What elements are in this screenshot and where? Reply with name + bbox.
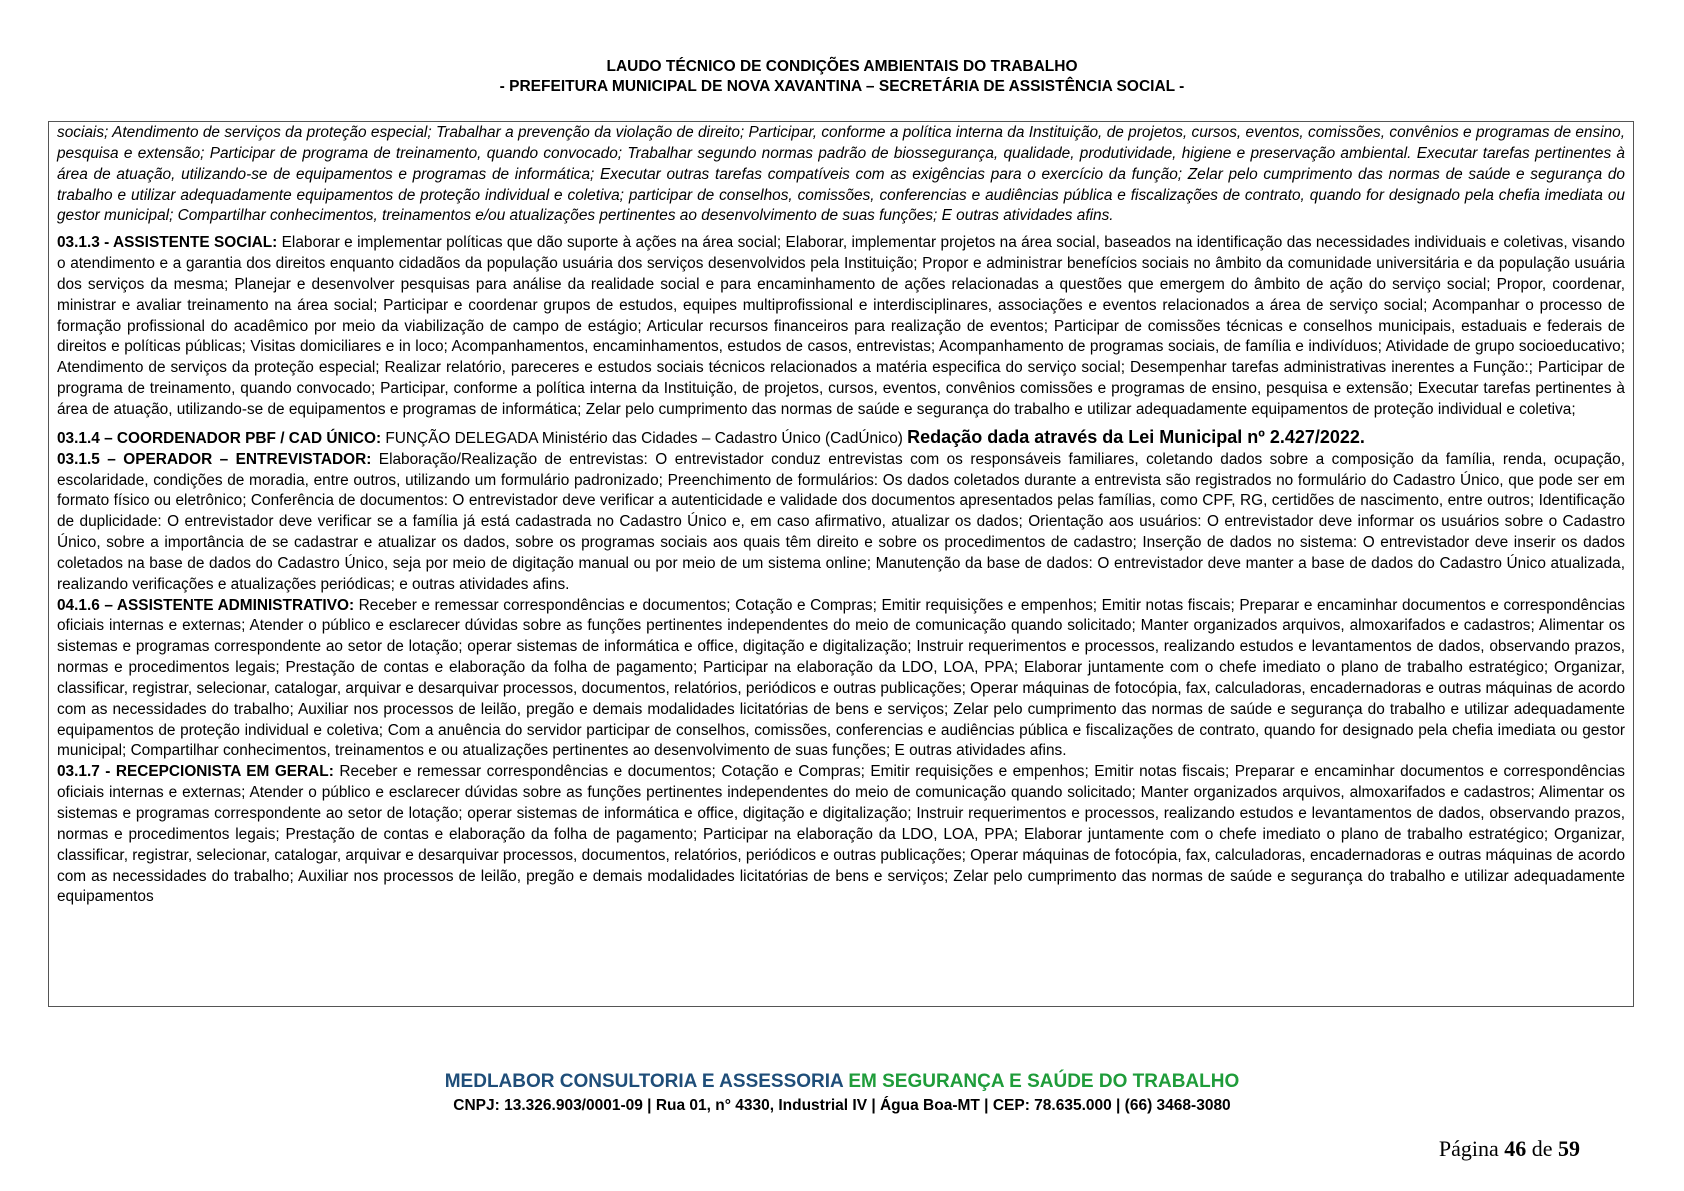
content-box (48, 121, 1634, 1007)
page-label: Página (1438, 1136, 1505, 1161)
section-operador-entrevistador (57, 450, 1625, 596)
section-text: Elaboração/Realização de entrevistas: O entrevistador conduz entrevistas com os responsáveis familiares, coletando dados sobre a composição da família, renda, ocupação, escolaridade, condições de moradia, entre outros, utilizando um formulário padronizado; Preenchimento de formulários: Os dados coletados durante a entrevista são registrados no formulário do Cadastro Único, que pode ser em formato físico ou eletrônico; Conferência de documentos: O entrevistador deve verificar a autenticidade e validade dos documentos apresentados pelas famílias, como CPF, RG, certidões de nascimento, entre outros; Identificação de duplicidade: O entrevistador deve verificar se a família já está cadastrada no Cadastro Único e, em caso afirmativo, atualizar os dados; Orientação aos usuários: O entrevistador deve informar os usuários sobre o Cadastro Único, sobre a importância de se cadastrar e atualizar os dados, sobre os programas sociais aos quais têm direito e sobre os procedimentos de cadastro; Inserção de dados no sistema: O entrevistador deve inserir os dados coletados na base de dados do Cadastro Único, seja por meio de digitação manual ou por meio de um sistema online; Manutenção da base de dados: O entrevistador deve manter a base de dados do Cadastro Único atualizada, realizando verificações e atualizações periódicas; e outras atividades afins. (57, 450, 1625, 593)
section-heading: 03.1.5 – OPERADOR – ENTREVISTADOR: (57, 450, 372, 468)
company-name: MEDLABOR CONSULTORIA E ASSESSORIA (444, 1071, 849, 1092)
page-number (1360, 1136, 1580, 1162)
header-title-line1: LAUDO TÉCNICO DE CONDIÇÕES AMBIENTAIS DO TRABALHO (606, 58, 1078, 75)
section-heading: 03.1.7 - RECEPCIONISTA EM GERAL: (57, 763, 334, 781)
section-assistente-administrativo (57, 596, 1625, 763)
section-text: FUNÇÃO DELEGADA Ministério das Cidades – Cadastro Único (CadÚnico) (381, 429, 908, 447)
page-of-label: de (1526, 1136, 1558, 1161)
section-heading: 03.1.4 – COORDENADOR PBF / CAD ÚNICO: (57, 429, 382, 447)
section-text: Elaborar e implementar políticas que dão suporte à ações na área social; Elaborar, implementar projetos na área social, baseados na identificação das necessidades individuais e coletivas, visando o atendimento e a garantia dos direitos enquanto cidadãos da população usuária dos serviços desenvolvidos pela Instituição; Propor e administrar benefícios sociais no âmbito da comunidade universitária e da população usuária dos serviços da mesma; Planejar e desenvolver pesquisas para análise da realidade social e para encaminhamento de ações relacionadas a questões que emergem do âmbito de ação do serviço social; Propor, coordenar, ministrar e avaliar treinamento na área social; Participar e coordenar grupos de estudos, equipes multiprofissional e interdisciplinares, associações e eventos relacionados a área de serviço social; Acompanhar o processo de formação profissional do acadêmico por meio da viabilização de campo de estágio; Articular recursos financeiros para realização de eventos; Participar de comissões técnicas e conselhos municipais, estaduais e federais de direitos e políticas públicas; Visitas domiciliares e in loco; Acompanhamentos, encaminhamentos, estudos de casos, entrevistas; Acompanhamento de programas sociais, de família e indivíduos; Atividade de grupo socioeducativo; Atendimento de serviços da proteção especial; Realizar relatório, pareceres e estudos sociais técnicos relacionados a matéria especifica do serviço social; Desempenhar tarefas administrativas inerentes a Função:; Participar de programa de treinamento, quando convocado; Participar, conforme a política interna da Instituição, de projetos, cursos, eventos, convênios comissões e programas de ensino, pesquisa e extensão; Executar tarefas pertinentes à área de atuação, utilizando-se de equipamentos e programas de informática; Zelar pelo cumprimento das normas de saúde e segurança do trabalho e utilizar adequadamente equipamentos de proteção individual e coletiva; (57, 234, 1625, 418)
footer-address: CNPJ: 13.326.903/0001-09 | Rua 01, n° 4330, Industrial IV | Água Boa-MT | CEP: 78.635.000 | (66) 3468-3080 (453, 1097, 1231, 1114)
section-heading: 03.1.3 - ASSISTENTE SOCIAL: (57, 234, 278, 252)
section-recepcionista (57, 762, 1625, 908)
company-tagline: EM SEGURANÇA E SAÚDE DO TRABALHO (848, 1071, 1240, 1092)
law-reference: Redação dada através da Lei Municipal nº 2.427/2022. (907, 426, 1365, 447)
section-text: Receber e remessar correspondências e documentos; Cotação e Compras; Emitir requisições e empenhos; Emitir notas fiscais; Preparar e encaminhar documentos e correspondências oficiais internas e externas; Atender o público e esclarecer dúvidas sobre as funções pertinentes independentes do meio de comunicação quando solicitado; Manter organizados arquivos, almoxarifados e cadastros; Alimentar os sistemas e programas correspondente ao setor de lotação; operar sistemas de informática e office, digitação e digitalização; Instruir requerimentos e processos, realizando estudos e levantamentos de dados, observando prazos, normas e procedimentos legais; Prestação de contas e elaboração da folha de pagamento; Participar na elaboração da LDO, LOA, PPA; Elaborar juntamente com o chefe imediato o plano de trabalho estratégico; Organizar, classificar, registrar, selecionar, catalogar, arquivar e desarquivar processos, documentos, relatórios, periódicos e outras publicações; Operar máquinas de fotocópia, fax, calculadoras, encadernadoras e outras máquinas de acordo com as necessidades do trabalho; Auxiliar nos processos de leilão, pregão e demais modalidades licitatórias de bens e serviços; Zelar pelo cumprimento das normas de saúde e segurança do trabalho e utilizar adequadamente equipamentos (57, 763, 1625, 906)
total-pages: 59 (1558, 1136, 1580, 1161)
document-header (0, 57, 1684, 97)
current-page: 46 (1504, 1136, 1527, 1161)
section-heading: 04.1.6 – ASSISTENTE ADMINISTRATIVO: (57, 596, 355, 614)
intro-paragraph: sociais; Atendimento de serviços da proteção especial; Trabalhar a prevenção da violação de direito; Participar, conforme a política interna da Instituição, de projetos, cursos, eventos, comissões, convênios e programas de ensino, pesquisa e extensão; Participar de programa de treinamento, quando convocado; Trabalhar segundo normas padrão de biossegurança, qualidade, produtividade, higiene e preservação ambiental. Executar tarefas pertinentes à área de atuação, utilizando-se de equipamentos e programas de informática; Executar outras tarefas compatíveis com as exigências para o exercício da função; Zelar pelo cumprimento das normas de saúde e segurança do trabalho e utilizar adequadamente equipamentos de proteção individual e coletiva; participar de conselhos, comissões, conferencias e audiências pública e fiscalizações de contrato, quando for designado pela chefia imediata ou gestor municipal; Compartilhar conhecimentos, treinamentos e/ou atualizações pertinentes ao desenvolvimento de suas funções; E outras atividades afins. (57, 124, 1625, 225)
section-assistente-social (57, 233, 1625, 421)
section-coordenador-pbf (57, 427, 1625, 450)
header-title-line2: - PREFEITURA MUNICIPAL DE NOVA XAVANTINA – SECRETÁRIA DE ASSISTÊNCIA SOCIAL - (499, 78, 1185, 95)
section-text: Receber e remessar correspondências e documentos; Cotação e Compras; Emitir requisições e empenhos; Emitir notas fiscais; Preparar e encaminhar documentos e correspondências oficiais internas e externas; Atender o público e esclarecer dúvidas sobre as funções pertinentes independentes do meio de comunicação quando solicitado; Manter organizados arquivos, almoxarifados e cadastros; Alimentar os sistemas e programas correspondente ao setor de lotação; operar sistemas de informática e office, digitação e digitalização; Instruir requerimentos e processos, realizando estudos e levantamentos de dados, observando prazos, normas e procedimentos legais; Prestação de contas e elaboração da folha de pagamento; Participar na elaboração da LDO, LOA, PPA; Elaborar juntamente com o chefe imediato o plano de trabalho estratégico; Organizar, classificar, registrar, selecionar, catalogar, arquivar e desarquivar processos, documentos, relatórios, periódicos e outras publicações; Operar máquinas de fotocópia, fax, calculadoras, encadernadoras e outras máquinas de acordo com as necessidades do trabalho; Auxiliar nos processos de leilão, pregão e demais modalidades licitatórias de bens e serviços; Zelar pelo cumprimento das normas de saúde e segurança do trabalho e utilizar adequadamente equipamentos de proteção individual e coletiva; Com a anuência do servidor participar de conselhos, comissões, conferencias e audiências pública e fiscalizações de contrato, quando for designado pela chefia imediata ou gestor municipal; Compartilhar conhecimentos, treinamentos e ou atualizações pertinentes ao desenvolvimento de suas funções; E outras atividades afins. (57, 596, 1625, 760)
footer-company-name (0, 1071, 1684, 1093)
